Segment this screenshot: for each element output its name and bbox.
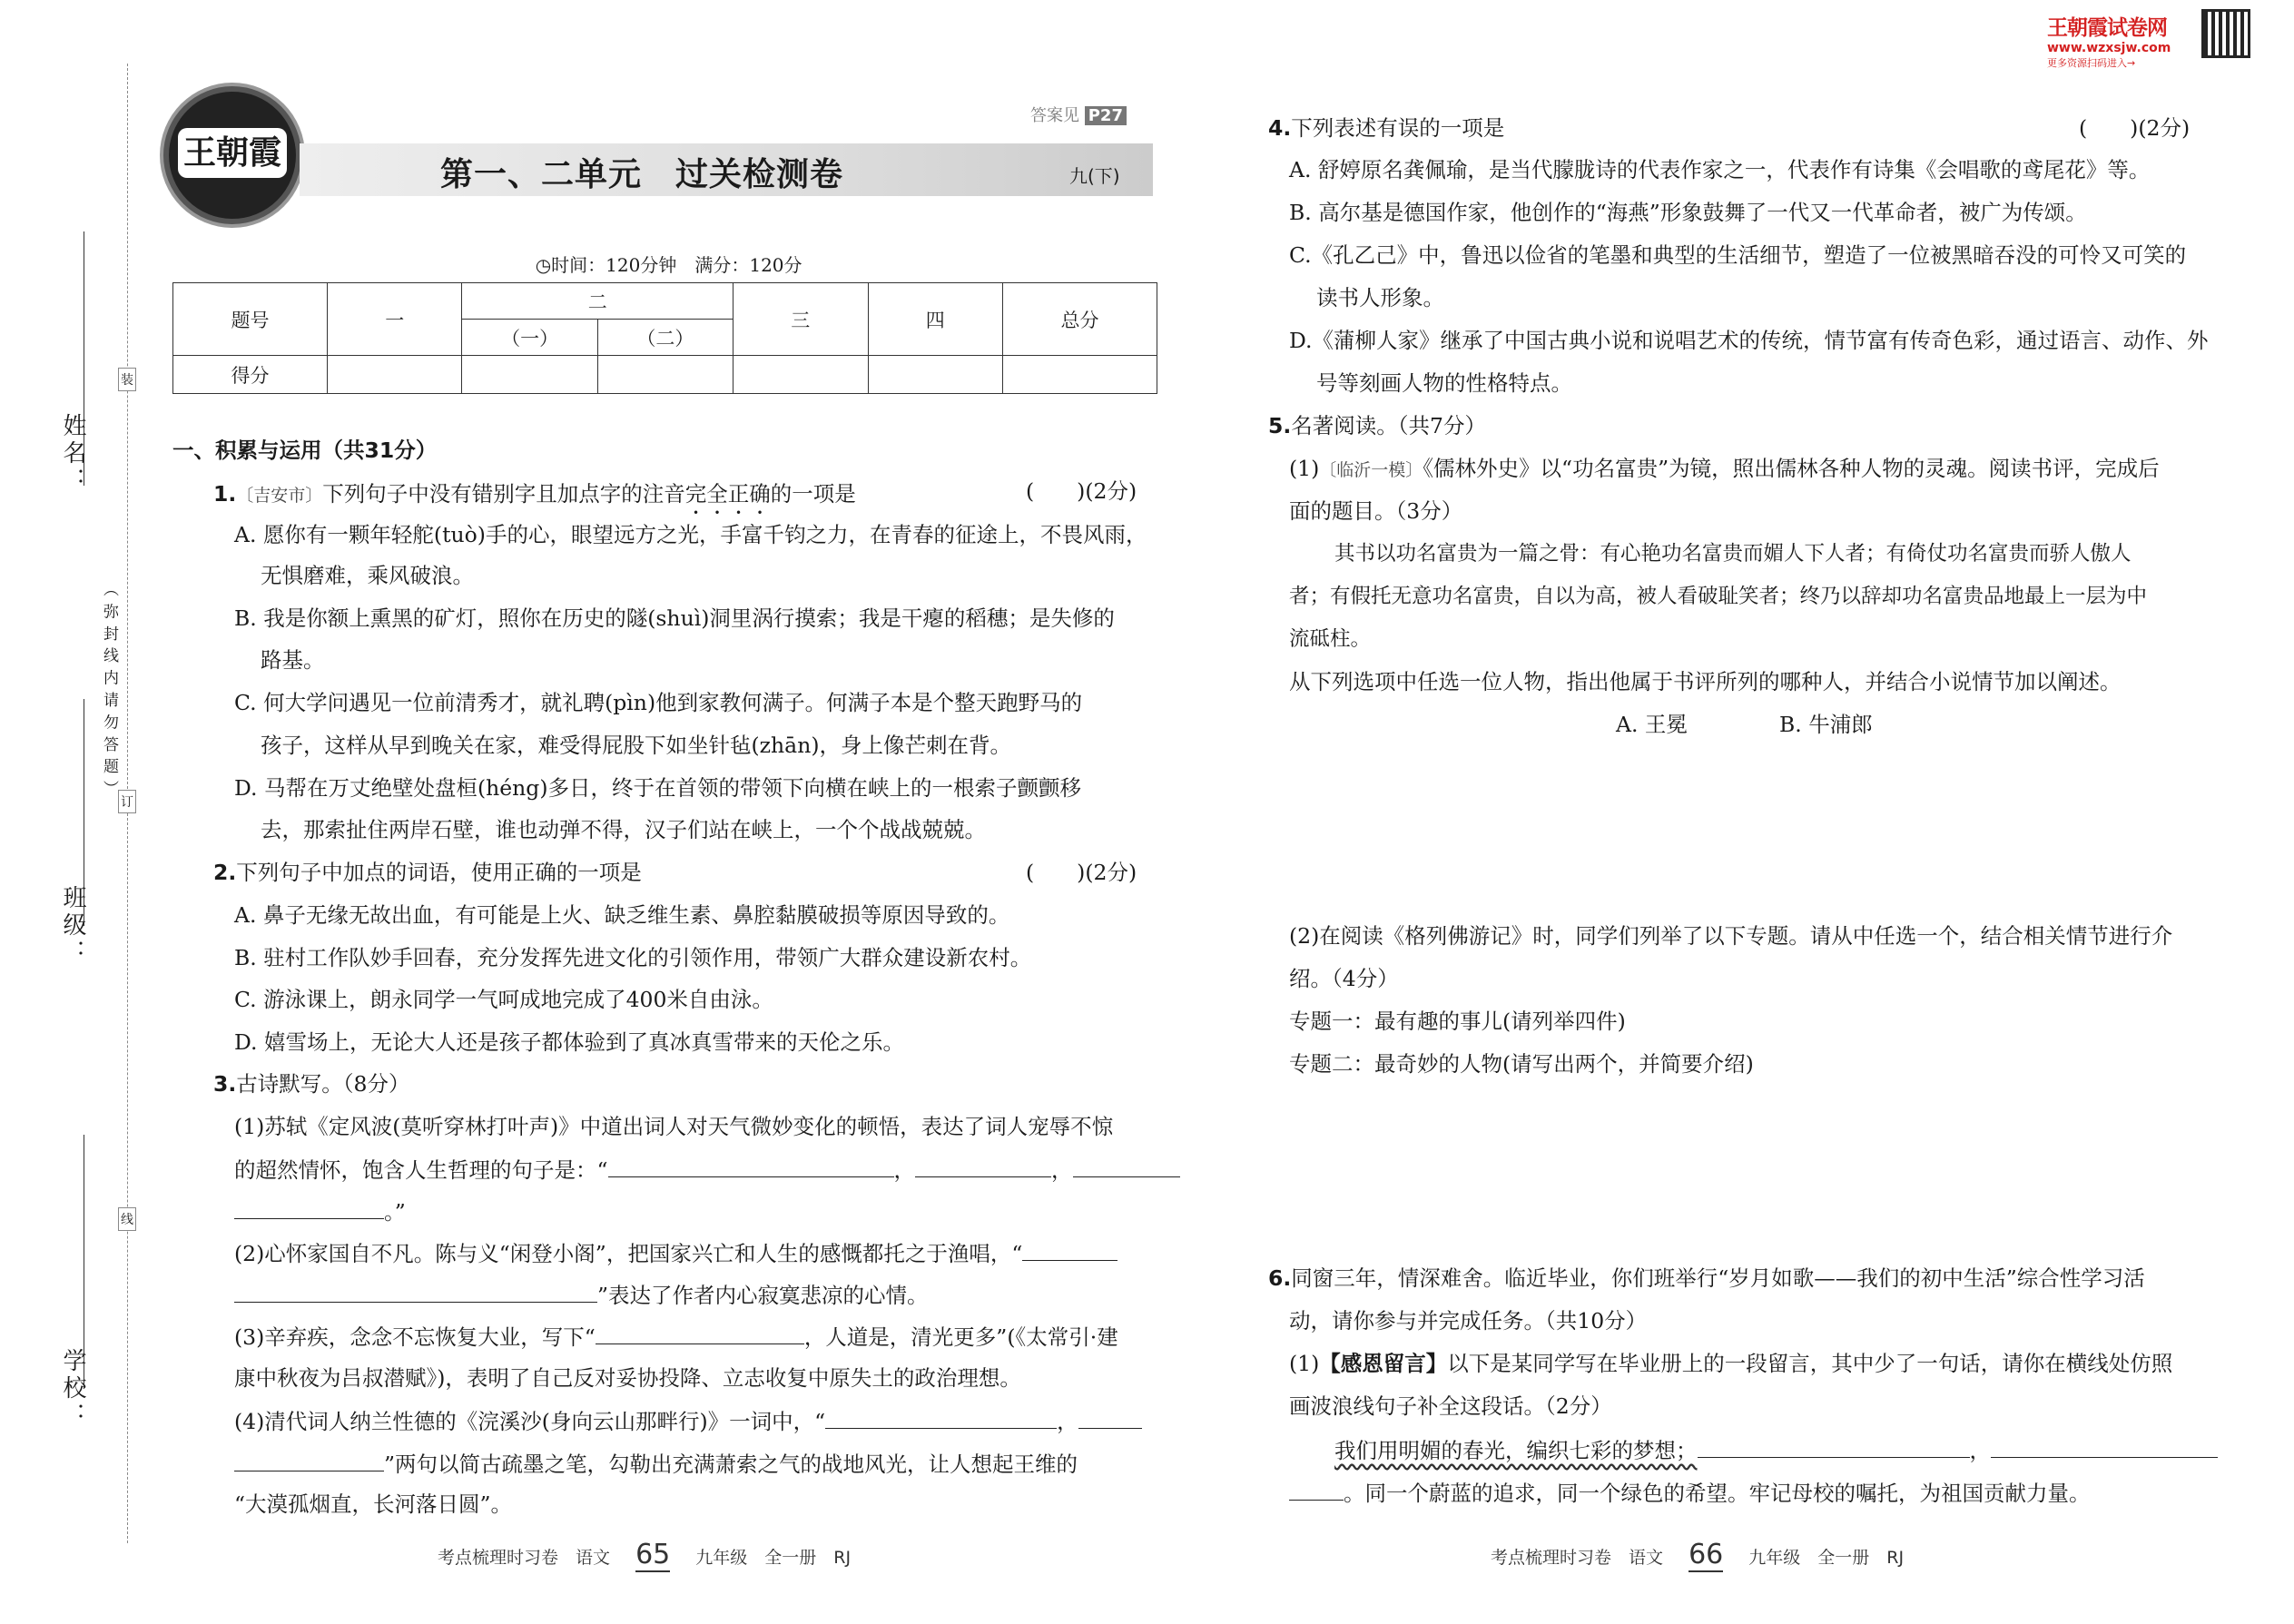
brand-name: 王朝霞试卷网 <box>2047 16 2167 40</box>
answer-area[interactable] <box>1289 1094 2197 1257</box>
q6-part1 <box>1289 1353 2172 1375</box>
class-label: 班级： <box>59 885 86 967</box>
book-review-quote: 其书以功名富贵为一篇之骨：有心艳功名富贵而媚人下人者；有倚仗功名富贵而骄人傲人 <box>1334 542 2132 566</box>
q5-part1-text: 《儒林外史》以“功名富贵”为镜，照出儒林各种人物的灵魂。阅读书评，完成后 <box>1423 456 2160 481</box>
option-b[interactable]: B. 高尔基是德国作家，他创作的“海燕”形象鼓舞了一代又一代革命者，被广为传颂。 <box>1289 200 2087 225</box>
question-1-stem <box>213 481 856 519</box>
time-limit <box>524 229 802 277</box>
answer-blank[interactable] <box>1289 1481 1344 1501</box>
answer-blank[interactable] <box>596 1325 804 1344</box>
q6-part1-num: (1) <box>1289 1351 1320 1376</box>
answer-page[interactable]: P27 <box>1085 106 1127 125</box>
poem-2-cont <box>234 1284 929 1307</box>
question-5-stem <box>1268 413 1486 438</box>
answer-blank[interactable] <box>915 1158 1051 1177</box>
qr-code-icon[interactable] <box>2201 9 2250 58</box>
score-cell[interactable] <box>597 356 733 394</box>
q6-part1-cont: 画波浪线句子补全这段话。（2分） <box>1289 1393 1612 1419</box>
score-row-label: 得分 <box>173 356 328 394</box>
binding-mark-2: 订 <box>118 790 136 813</box>
question-text: 的一项是 <box>770 481 856 507</box>
question-6-stem <box>1268 1265 2145 1291</box>
brand-url[interactable]: www.wzxsjw.com <box>2047 41 2171 55</box>
time-limit-text: 时间：120分钟 满分：120分 <box>551 254 802 276</box>
q6-part1-tag: 【感恩留言】 <box>1319 1351 1448 1376</box>
q5-part1-task: 从下列选项中任选一位人物，指出他属于书评所列的哪种人，并结合小说情节加以阐述。 <box>1289 669 2122 694</box>
option-d[interactable]: D. 马帮在万丈绝壁处盘桓(héng)多日，终于在首领的带领下向横在峡上的一根索子颤颤移 <box>234 775 1081 801</box>
poem-4-text: (4)清代词人纳兰性德的《浣溪沙(身向云山那畔行)》一词中，“ ， <box>234 1410 1142 1433</box>
poem-3-cont: 康中秋夜为吕叔潜赋》)，表明了自己反对妥协投降、立志收复中原失土的政治理想。 <box>234 1365 1021 1391</box>
option-b[interactable]: B. 驻村工作队妙手回春，充分发挥先进文化的引领作用，带领广大群众建设新农村。 <box>234 945 1032 970</box>
option-a[interactable]: A. 愿你有一颗年轻舵(tuò)手的心，眼望远方之光，手富千钧之力，在青春的征途上，不畏风雨， <box>234 522 1147 547</box>
score-table-label-col: 题号 <box>173 283 328 356</box>
seal-note: （ 弥 封 线 内 请 勿 答 题 ） <box>100 581 118 797</box>
option-b[interactable]: B. 牛浦郎 <box>1779 712 1873 737</box>
poem-2-text-a: (2)心怀家国自不凡。陈与义“闲登小阁”，把国家兴亡和人生的感慨都托之于渔唱，“ <box>234 1241 1023 1266</box>
question-number: 4. <box>1268 115 1292 141</box>
logo-badge <box>163 86 301 224</box>
option-c[interactable]: C. 何大学问遇见一位前清秀才，就礼聘(pìn)他到家教何满子。何满子本是个整天跑野马的 <box>234 690 1083 715</box>
poem-1-prompt: 的超然情怀，饱含人生哲理的句子是：“ ， ， <box>234 1158 1180 1182</box>
answer-area[interactable] <box>1289 753 2197 917</box>
footer-book: 考点梳理时习卷 语文 <box>1491 1548 1664 1568</box>
option-a-cont: 无惧磨难，乘风破浪。 <box>261 563 474 588</box>
option-c-cont: 读书人形象。 <box>1316 285 1444 310</box>
q6-message-cont <box>1289 1481 2091 1505</box>
answer-blank[interactable] <box>825 1410 1057 1429</box>
question-number: 3. <box>213 1071 237 1097</box>
footer-grade: 九年级 全一册 RJ <box>695 1548 852 1568</box>
score-cell[interactable] <box>733 356 868 394</box>
option-c[interactable]: C. 游泳课上，朗永同学一气呵成地完成了400米自由泳。 <box>234 987 773 1012</box>
answer-blank[interactable] <box>1078 1410 1142 1429</box>
score-cell[interactable] <box>1002 356 1157 394</box>
q5-part1-cont: 面的题目。（3分） <box>1289 498 1463 524</box>
topic-2: 专题二：最奇妙的人物(请写出两个，并简要介绍) <box>1289 1051 1754 1077</box>
option-b[interactable]: B. 我是你额上熏黑的矿灯，照你在历史的隧(shuì)洞里涡行摸索；我是干瘪的稻穗；是失修的 <box>234 605 1115 631</box>
answer-blank[interactable] <box>1991 1439 2218 1458</box>
grade-tag: 九(下) <box>1069 165 1120 187</box>
answer-blank[interactable] <box>234 1200 384 1219</box>
answer-blank[interactable] <box>608 1158 894 1177</box>
question-source: 〔临沂一模〕 <box>1319 460 1423 480</box>
question-source: 〔吉安市〕 <box>236 486 323 506</box>
option-a[interactable]: A. 王冕 <box>1616 712 1688 737</box>
question-4-stem <box>1268 115 1505 141</box>
page-number: 65 <box>635 1539 671 1570</box>
q5-part2: (2)在阅读《格列佛游记》时，同学们列举了以下专题。请从中任选一个，结合相关情节进行介 <box>1289 923 2173 949</box>
answer-blank[interactable] <box>1698 1439 1970 1458</box>
poem-3-text-a: (3)辛弃疾，念念不忘恢复大业，写下“ <box>234 1324 596 1350</box>
option-d[interactable]: D.《蒲柳人家》继承了中国古典小说和说唱艺术的传统，情节富有传奇色彩，通过语言、动作、外 <box>1289 328 2209 353</box>
score-col-2: 二 <box>462 283 733 320</box>
option-d[interactable]: D. 嬉雪场上，无论大人还是孩子都体验到了真冰真雪带来的天伦之乐。 <box>234 1029 904 1055</box>
poem-4-text-b: ”两句以简古疏墨之笔，勾勒出充满萧索之气的战地风光，让人想起王维的 <box>384 1452 1078 1477</box>
score-cell[interactable] <box>868 356 1002 394</box>
poem-2-text <box>234 1242 1117 1265</box>
poem-3-text-b: ，人道是，清光更多”(《太常引·建 <box>803 1324 1118 1350</box>
question-text: 下列句子中没有错别字且加点字的注音 <box>322 481 685 507</box>
footer-right <box>1491 1539 1904 1570</box>
score-subcol-2: （二） <box>597 320 733 356</box>
option-a[interactable]: A. 鼻子无缘无故出血，有可能是上火、缺乏维生素、鼻腔黏膜破损等原因导致的。 <box>234 902 1010 928</box>
dotted-text: 完全正确 <box>684 481 771 507</box>
option-d-cont: 去，那索扯住两岸石壁，谁也动弹不得，汉子们站在峡上，一个个战战兢兢。 <box>261 817 986 842</box>
answer-blank[interactable] <box>234 1452 384 1471</box>
book-review-quote: 流砥柱。 <box>1289 627 1372 651</box>
answer-blank[interactable] <box>1073 1158 1180 1177</box>
name-label: 姓名： <box>59 413 86 495</box>
question-number: 1. <box>213 481 237 507</box>
q6-message-text: 。同一个蔚蓝的追求，同一个绿色的希望。牢记母校的嘱托，为祖国贡献力量。 <box>1344 1481 2091 1506</box>
score-col-total: 总分 <box>1002 283 1157 356</box>
brand-tagline: 更多资源扫码进入→ <box>2047 57 2136 69</box>
poem-1-end-text: 。” <box>384 1199 406 1225</box>
poem-1-text: (1)苏轼《定风波(莫听穿林打叶声)》中道出词人对天气微妙变化的顿悟，表达了词人宠辱不惊 <box>234 1114 1114 1139</box>
binding-mark-3: 线 <box>118 1207 136 1231</box>
answer-ref-label: 答案见 <box>1030 106 1079 125</box>
option-b-cont: 路基。 <box>261 647 325 673</box>
book-review-quote: 者；有假托无意功名富贵，自以为高，被人看破耻笑者；终乃以辞却功名富贵品地最上一层为中 <box>1289 585 2148 608</box>
score-col-3: 三 <box>733 283 868 356</box>
topic-1: 专题一：最有趣的事儿(请列举四件) <box>1289 1009 1626 1034</box>
q5-part2-cont: 绍。（4分） <box>1289 966 1399 991</box>
poem-4-end: “大漠孤烟直，长河落日圆”。 <box>234 1491 513 1517</box>
option-c[interactable]: C.《孔乙己》中，鲁迅以俭省的笔墨和典型的生活细节，塑造了一位被黑暗吞没的可怜又可笑的 <box>1289 242 2187 268</box>
section-heading: 一、积累与运用（共31分） <box>172 438 438 463</box>
option-c-cont: 孩子，这样从早到晚关在家，难受得屁股下如坐针毡(zhān)，身上像芒刺在背。 <box>261 733 1011 758</box>
page-title: 第一、二单元 过关检测卷 <box>440 156 844 193</box>
question-text: 下列句子中加点的词语，使用正确的一项是 <box>236 860 642 885</box>
poem-1-prompt-text: 的超然情怀，饱含人生哲理的句子是：“ <box>234 1157 608 1183</box>
question-text: 下列表述有误的一项是 <box>1291 115 1505 141</box>
question-text: 名著阅读。（共7分） <box>1291 413 1486 438</box>
option-d-cont: 号等刻画人物的性格特点。 <box>1316 370 1572 396</box>
answer-ref <box>1030 103 1127 126</box>
clock-icon: ◷ <box>535 254 552 276</box>
poem-4-cont <box>234 1452 1078 1476</box>
score-col-1: 一 <box>328 283 462 356</box>
logo-text: 王朝霞 <box>178 128 287 178</box>
brand-block <box>2047 11 2197 70</box>
poem-1-end <box>234 1200 406 1224</box>
q6-part1-text: 以下是某同学写在毕业册上的一段留言，其中少了一句话，请你在横线处仿照 <box>1447 1351 2173 1376</box>
score-cell[interactable] <box>462 356 597 394</box>
q6-message: 我们用明媚的春光，编织七彩的梦想； ， <box>1334 1439 2218 1462</box>
question-number: 5. <box>1268 413 1292 438</box>
option-a[interactable]: A. 舒婷原名龚佩瑜，是当代朦胧诗的代表作家之一，代表作有诗集《会唱歌的鸢尾花》等。 <box>1289 157 2151 182</box>
answer-bracket[interactable]: ( )(2分) <box>1026 478 1137 504</box>
question-text: 古诗默写。（8分） <box>236 1071 410 1097</box>
answer-blank[interactable] <box>1022 1242 1117 1261</box>
score-subcol-1: （一） <box>462 320 597 356</box>
question-6-cont: 动，请你参与并完成任务。（共10分） <box>1289 1308 1648 1334</box>
footer-left <box>438 1539 851 1570</box>
answer-bracket[interactable]: ( )(2分) <box>2079 115 2191 141</box>
question-number: 2. <box>213 860 237 885</box>
footer-book: 考点梳理时习卷 语文 <box>438 1548 611 1568</box>
answer-bracket[interactable]: ( )(2分) <box>1026 860 1137 885</box>
poem-3-text <box>234 1325 1118 1349</box>
question-3-stem <box>213 1071 410 1097</box>
score-cell[interactable] <box>328 356 462 394</box>
question-text: 同窗三年，情深难舍。临近毕业，你们班举行“岁月如歌——我们的初中生活”综合性学习活 <box>1291 1265 2145 1291</box>
score-table <box>172 282 1157 394</box>
page-number: 66 <box>1689 1539 1724 1570</box>
q5-part1: (1)〔临沂一模〕《儒林外史》以“功名富贵”为镜，照出儒林各种人物的灵魂。阅读书评，完成后 <box>1289 456 2160 481</box>
footer-grade: 九年级 全一册 RJ <box>1748 1548 1905 1568</box>
wavy-underlined-sentence: 我们用明媚的春光，编织七彩的梦想； <box>1334 1438 1698 1463</box>
binding-mark-1: 装 <box>118 368 136 391</box>
question-number: 6. <box>1268 1265 1292 1291</box>
answer-blank[interactable] <box>234 1284 597 1303</box>
school-label: 学校： <box>59 1348 86 1430</box>
poem-4-text-a: (4)清代词人纳兰性德的《浣溪沙(身向云山那畔行)》一词中，“ <box>234 1409 826 1434</box>
score-col-4: 四 <box>868 283 1002 356</box>
poem-2-text-b: ”表达了作者内心寂寞悲凉的心情。 <box>597 1283 929 1308</box>
question-2-stem <box>213 862 642 884</box>
